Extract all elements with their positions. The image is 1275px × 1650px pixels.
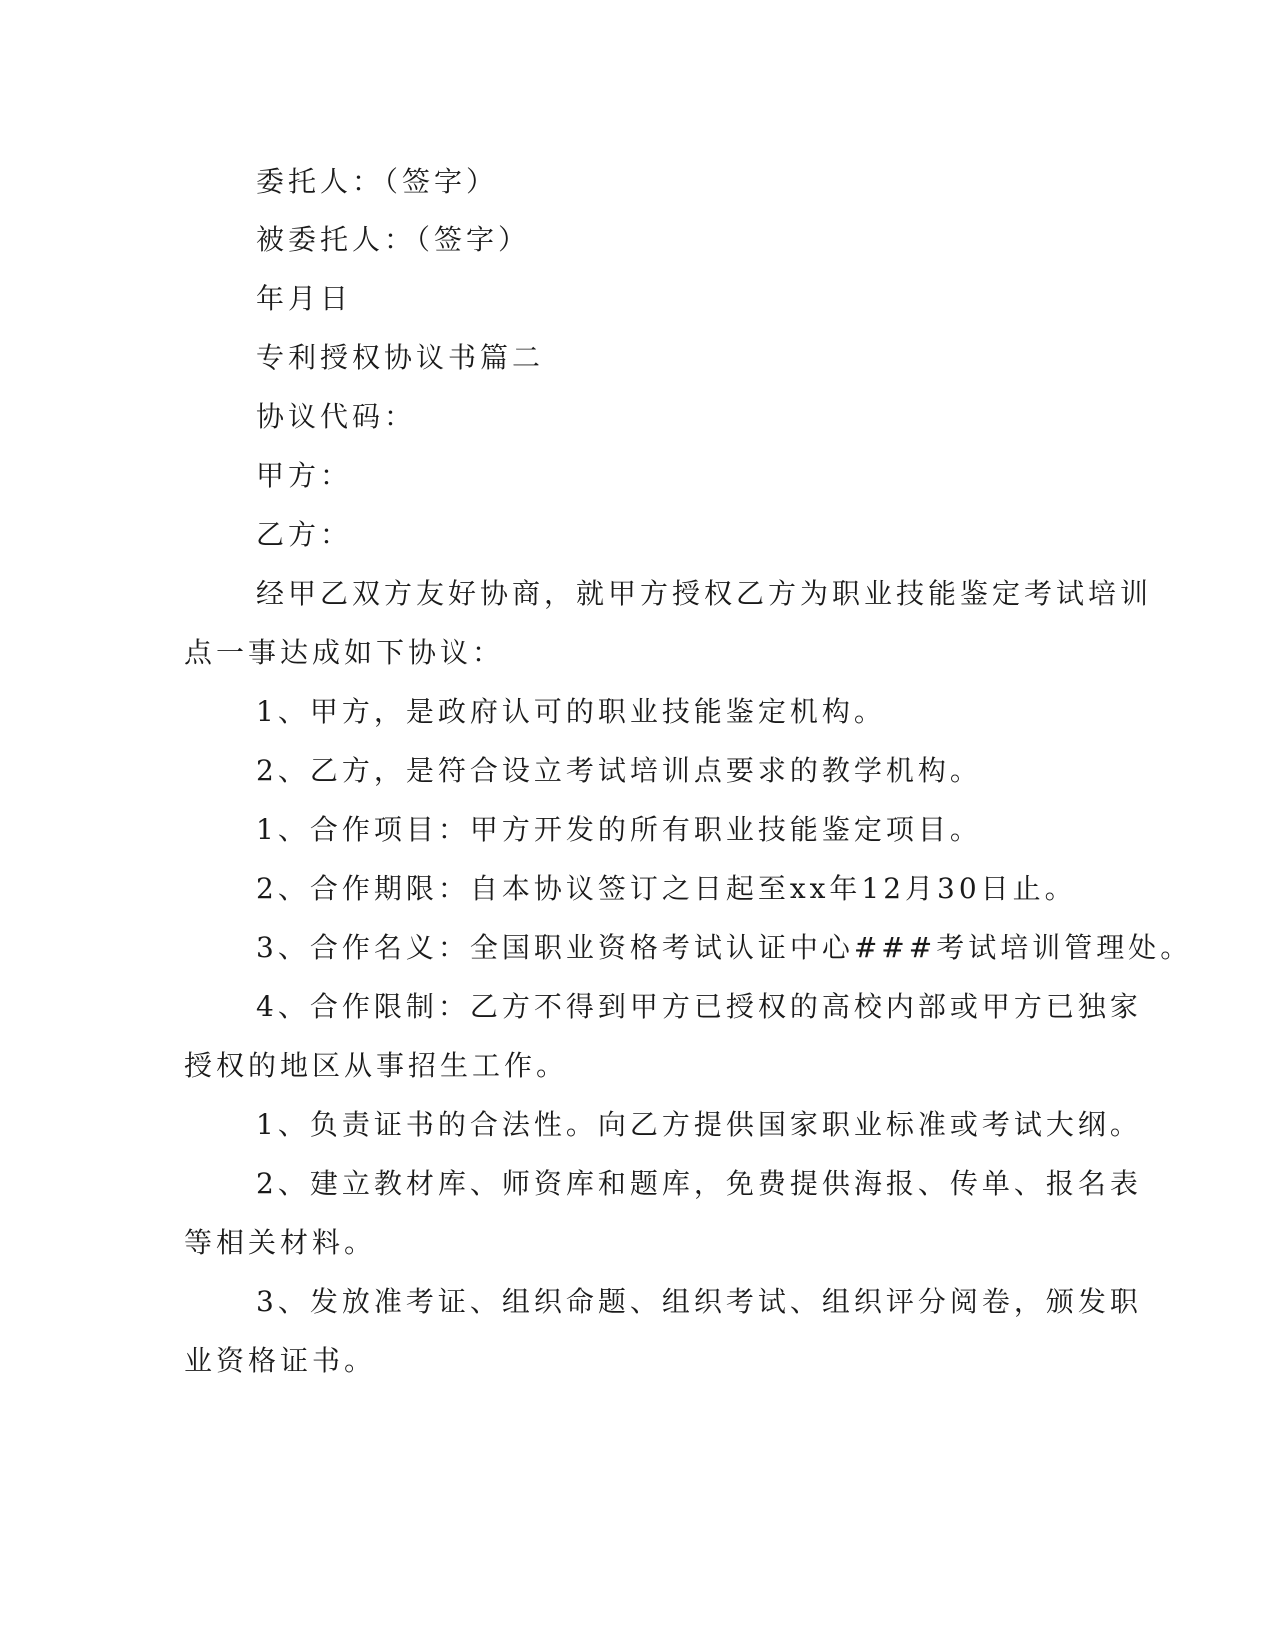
date-line: 年月日 xyxy=(256,282,353,315)
party-b-line: 乙方： xyxy=(256,518,353,551)
clause-party-b: 2、乙方，是符合设立考试培训点要求的教学机构。 xyxy=(256,754,982,787)
principal-signature-line: 委托人：（签字） xyxy=(256,165,499,198)
clause-term: 2、合作期限：自本协议签订之日起至xx年12月30日止。 xyxy=(256,872,1077,905)
duty-exam-cont: 业资格证书。 xyxy=(184,1344,377,1377)
duty-certificate: 1、负责证书的合法性。向乙方提供国家职业标准或考试大纲。 xyxy=(256,1108,1142,1141)
clause-project: 1、合作项目：甲方开发的所有职业技能鉴定项目。 xyxy=(256,813,982,846)
party-a-line: 甲方： xyxy=(256,459,353,492)
agent-signature-line: 被委托人：（签字） xyxy=(256,223,531,256)
section-title: 专利授权协议书篇二 xyxy=(256,341,545,374)
clause-restriction-cont: 授权的地区从事招生工作。 xyxy=(184,1049,569,1082)
clause-restriction: 4、合作限制：乙方不得到甲方已授权的高校内部或甲方已独家 xyxy=(256,990,1142,1023)
duty-library: 2、建立教材库、师资库和题库，免费提供海报、传单、报名表 xyxy=(256,1167,1142,1200)
duty-library-cont: 等相关材料。 xyxy=(184,1226,377,1259)
clause-party-a: 1、甲方，是政府认可的职业技能鉴定机构。 xyxy=(256,695,886,728)
preamble-paragraph-cont: 点一事达成如下协议： xyxy=(184,636,505,669)
duty-exam: 3、发放准考证、组织命题、组织考试、组织评分阅卷，颁发职 xyxy=(256,1285,1142,1318)
agreement-code-line: 协议代码： xyxy=(256,400,417,433)
clause-name: 3、合作名义：全国职业资格考试认证中心###考试培训管理处。 xyxy=(256,931,1193,964)
preamble-paragraph: 经甲乙双方友好协商，就甲方授权乙方为职业技能鉴定考试培训 xyxy=(256,577,1153,610)
